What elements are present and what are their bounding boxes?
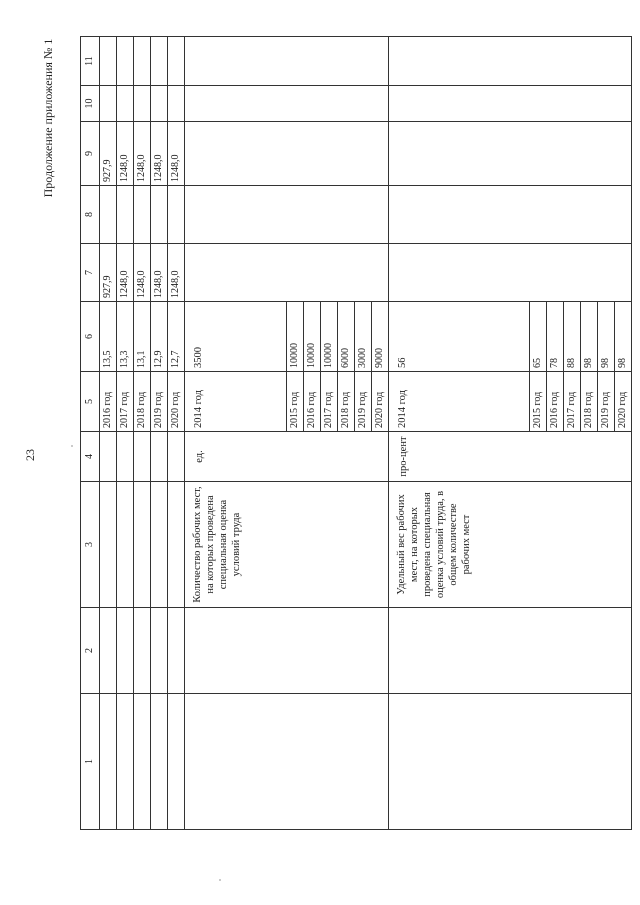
column-number: 11 [81, 37, 100, 86]
value-cell: 65 [530, 302, 547, 372]
year-cell: 2016 год [547, 372, 564, 432]
value-cell: 3000 [355, 302, 372, 372]
value-cell: 10000 [304, 302, 321, 372]
value-cell: 98 [581, 302, 598, 372]
value-cell: 78 [547, 302, 564, 372]
value-cell: 56 [389, 302, 530, 372]
table-row [389, 37, 530, 830]
indicators-grid [80, 36, 632, 830]
funding-cell: 1248,0 [117, 122, 134, 186]
funding-cell: 927,9 [100, 244, 117, 302]
scan-speck [71, 445, 73, 447]
column-number: 4 [81, 432, 100, 482]
column-number: 2 [81, 608, 100, 694]
year-cell: 2014 год [185, 372, 287, 432]
table-row [100, 37, 117, 830]
year-cell: 2017 год [321, 372, 338, 432]
column-number: 5 [81, 372, 100, 432]
value-cell: 3500 [185, 302, 287, 372]
program-indicators-table [80, 37, 628, 830]
column-number: 3 [81, 482, 100, 608]
column-number: 7 [81, 244, 100, 302]
unit-cell: про-цент [389, 432, 632, 482]
continuation-title: Продолжение приложения № 1 [41, 38, 55, 198]
page-number: 23 [23, 449, 37, 461]
table-row [151, 37, 168, 830]
year-cell: 2016 год [100, 372, 117, 432]
table-row [185, 37, 287, 830]
value-cell: 6000 [338, 302, 355, 372]
funding-cell: 1248,0 [134, 244, 151, 302]
table-row [117, 37, 134, 830]
year-cell: 2014 год [389, 372, 530, 432]
funding-cell: 1248,0 [134, 122, 151, 186]
column-number: 8 [81, 186, 100, 244]
value-cell: 10000 [287, 302, 304, 372]
table-row [168, 37, 185, 830]
year-cell: 2015 год [530, 372, 547, 432]
funding-cell: 1248,0 [151, 122, 168, 186]
scan-speck [219, 879, 221, 881]
value-cell: 13,1 [134, 302, 151, 372]
year-cell: 2019 год [598, 372, 615, 432]
year-cell: 2019 год [355, 372, 372, 432]
table-row [134, 37, 151, 830]
indicator-name: Удельный вес рабочих мест, на которых проведена специальная оценка условий труда, в общем количестве рабочих мест [389, 482, 632, 608]
column-number: 6 [81, 302, 100, 372]
funding-cell: 927,9 [100, 122, 117, 186]
year-cell: 2020 год [372, 372, 389, 432]
year-cell: 2019 год [151, 372, 168, 432]
unit-cell: ед. [185, 432, 389, 482]
column-number: 9 [81, 122, 100, 186]
funding-cell: 1248,0 [151, 244, 168, 302]
value-cell: 13,3 [117, 302, 134, 372]
column-number: 10 [81, 86, 100, 122]
year-cell: 2018 год [581, 372, 598, 432]
value-cell: 12,9 [151, 302, 168, 372]
indicator-name: Количество рабочих мест, на которых проведена специальная оценка условий труда [185, 482, 389, 608]
column-number: 1 [81, 694, 100, 830]
year-cell: 2016 год [304, 372, 321, 432]
value-cell: 9000 [372, 302, 389, 372]
year-cell: 2015 год [287, 372, 304, 432]
year-cell: 2020 год [615, 372, 632, 432]
year-cell: 2017 год [564, 372, 581, 432]
year-cell: 2018 год [338, 372, 355, 432]
value-cell: 10000 [321, 302, 338, 372]
value-cell: 13,5 [100, 302, 117, 372]
value-cell: 12,7 [168, 302, 185, 372]
year-cell: 2020 год [168, 372, 185, 432]
value-cell: 98 [615, 302, 632, 372]
column-number-row [81, 37, 100, 830]
year-cell: 2017 год [117, 372, 134, 432]
value-cell: 98 [598, 302, 615, 372]
funding-cell: 1248,0 [168, 244, 185, 302]
funding-cell: 1248,0 [168, 122, 185, 186]
year-cell: 2018 год [134, 372, 151, 432]
funding-cell: 1248,0 [117, 244, 134, 302]
value-cell: 88 [564, 302, 581, 372]
